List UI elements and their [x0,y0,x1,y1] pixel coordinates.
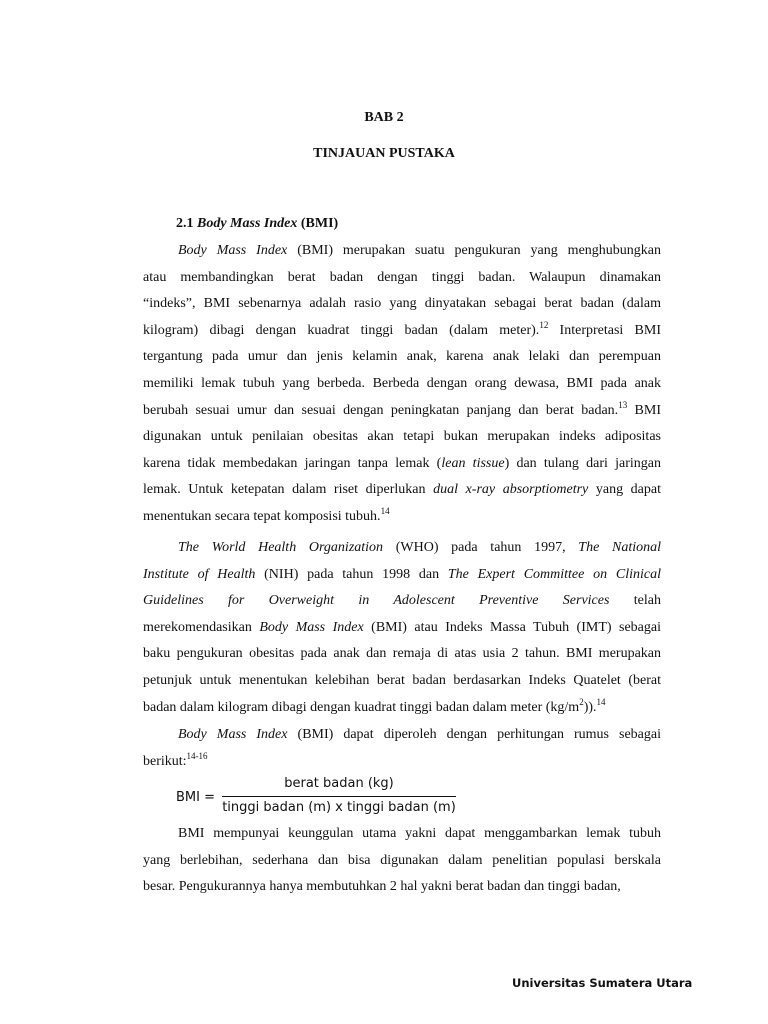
text-run: telah [609,593,661,609]
text-run: karena tidak membedakan jaringan tanpa lemak ( [143,455,442,471]
text-run: yang dapat [588,482,661,498]
text-run: kilogram) dibagi dengan kuadrat tinggi badan (dalam meter). [143,322,540,338]
text-line [143,750,661,771]
text-run: berubah sesuai umur dan sesuai dengan peningkatan panjang dan berat badan. [143,402,619,418]
text-run: lemak. Untuk ketepatan dalam riset diperlukan [143,482,434,498]
citation-superscript: 14 [596,696,606,707]
text-run: BMI mempunyai keunggulan utama yakni dapat menggambarkan lemak tubuh [178,826,661,841]
text-line [143,645,661,663]
text-line [143,319,661,340]
text-run: (NIH) pada tahun 1998 dan [255,566,448,582]
citation-superscript: 14 [380,506,390,516]
fraction-bar [222,796,456,797]
section-heading [176,216,338,232]
citation-superscript: 14-16 [186,750,208,761]
text-line [143,481,661,499]
italic-term: Institute of Health [143,566,256,582]
section-number: 2.1 [176,216,194,231]
text-run: Interpretasi BMI [548,322,661,338]
text-line [143,566,661,584]
text-run: besar. Pengukurannya hanya membutuhkan 2 hal yakni berat badan dan tinggi badan, [143,879,621,895]
text-run: digunakan untuk penilaian obesitas akan tetapi bukan merupakan indeks adipositas [143,429,661,445]
text-run: tergantung pada umur dan jenis kelamin anak, karena anak lelaki dan perempuan [143,349,661,365]
text-line [143,428,661,446]
italic-term: The National [578,540,661,555]
section-title-italic: Body Mass Index [197,216,298,231]
italic-term: Body Mass Index [178,243,288,258]
text-line [143,399,661,420]
italic-term: lean tissue [441,455,505,471]
text-run: BMI [627,402,661,418]
formula-numerator: berat badan (kg) [284,776,394,791]
text-line [143,852,661,870]
text-run: (WHO) pada tahun 1997, [383,540,579,555]
text-line [143,295,661,313]
text-line [143,696,661,717]
text-run: memiliki lemak tubuh yang berbeda. Berbeda dengan orang dewasa, BMI pada anak [143,376,661,391]
chapter-title: TINJAUAN PUSTAKA [313,146,455,161]
text-run: ) dan tulang dari jaringan [504,455,661,471]
text-run: )). [583,699,597,715]
text-line [178,242,661,260]
italic-term: Body Mass Index [178,727,288,742]
text-run: badan dalam kilogram dibagi dengan kuadrat tinggi badan dalam meter (kg/m [143,699,580,715]
citation-superscript: 2 [579,696,584,707]
text-line [143,455,661,473]
formula-denominator: tinggi badan (m) x tinggi badan (m) [222,800,456,815]
text-run: (BMI) merupakan suatu pengukuran yang menghubungkan [287,243,661,258]
text-run: baku pengukuran obesitas pada anak dan remaja di atas usia 2 tahun. BMI merupakan [143,646,661,662]
italic-term: The Expert Committee on Clinical [447,566,661,582]
text-run: (BMI) dapat diperoleh dengan perhitungan rumus sebagai [287,727,661,742]
italic-term: Guidelines for Overweight in Adolescent Preventive Services [143,593,610,609]
text-line [143,508,661,526]
text-line [143,348,661,366]
text-run: “indeks”, BMI sebenarnya adalah rasio yang dinyatakan sebagai berat badan (dalam [143,296,661,312]
text-line [143,592,661,610]
citation-superscript: 12 [539,319,549,330]
formula-fraction [222,776,456,815]
text-run: menentukan secara tepat komposisi tubuh. [143,509,381,524]
formula-lhs: BMI = [176,790,215,805]
italic-term: Body Mass Index [259,619,364,635]
text-line [143,672,661,690]
section-title-rest: (BMI) [300,216,339,231]
footer-university: Universitas Sumatera Utara [512,976,693,990]
text-run: (BMI) atau Indeks Massa Tubuh (IMT) sebagai [363,619,661,635]
text-run: atau membandingkan berat badan dengan tinggi badan. Walaupun dinamakan [143,269,661,285]
citation-superscript: 13 [618,399,628,410]
text-run: berikut: [143,753,187,769]
text-line [178,825,661,843]
text-line [143,619,661,637]
text-run: yang berlebihan, sederhana dan bisa digunakan dalam penelitian populasi berskala [143,852,661,868]
text-line [143,375,661,393]
text-line [178,726,661,744]
italic-term: dual x-ray absorptiometry [433,482,589,498]
text-line [178,539,661,557]
text-run: petunjuk untuk menentukan kelebihan berat badan berdasarkan Indeks Quatelet (berat [143,673,661,688]
italic-term: The World Health Organization [178,540,384,555]
text-line [143,269,661,287]
text-line [143,878,661,896]
text-run: merekomendasikan [143,619,260,635]
chapter-heading: BAB 2 [364,110,404,125]
